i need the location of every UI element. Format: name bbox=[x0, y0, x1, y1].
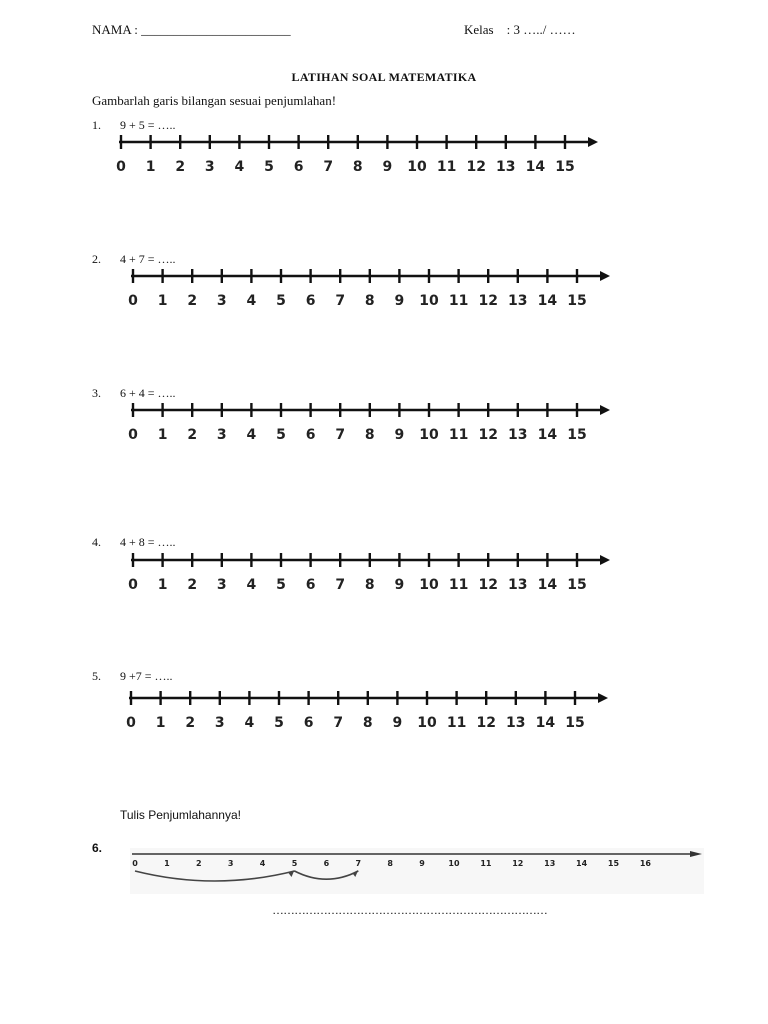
question-expression: 9 +7 = ….. bbox=[120, 669, 173, 683]
arrow-head-icon bbox=[690, 851, 702, 857]
tick-label: 10 bbox=[407, 159, 427, 175]
tick-label: 9 bbox=[382, 159, 393, 175]
tick-label: 2 bbox=[187, 293, 198, 309]
tick-label: 14 bbox=[535, 715, 556, 731]
tick-label: 0 bbox=[116, 159, 126, 175]
tick-label: 4 bbox=[259, 859, 266, 868]
tick-label: 7 bbox=[335, 293, 346, 309]
tick-label: 11 bbox=[436, 159, 457, 175]
tick-label: 13 bbox=[496, 159, 516, 175]
name-field-label: NAMA : _______________________ bbox=[92, 22, 291, 37]
tick-label: 7 bbox=[323, 159, 334, 175]
tick-label: 11 bbox=[480, 859, 492, 868]
tick-label: 12 bbox=[512, 859, 524, 868]
tick-label: 14 bbox=[537, 427, 558, 443]
tick-label: 8 bbox=[364, 427, 375, 443]
class-field-label: Kelas : 3 …../ …… bbox=[464, 22, 576, 37]
tick-label: 4 bbox=[246, 427, 257, 443]
tick-label: 6 bbox=[305, 293, 316, 309]
question-number: 5. bbox=[92, 669, 101, 683]
section-instruction: Tulis Penjumlahannya! bbox=[120, 808, 241, 822]
question-expression: 6 + 4 = ….. bbox=[120, 386, 176, 400]
tick-label: 1 bbox=[164, 859, 170, 868]
tick-label: 1 bbox=[157, 427, 168, 443]
tick-label: 0 bbox=[132, 859, 138, 868]
tick-label: 14 bbox=[525, 159, 546, 175]
tick-label: 8 bbox=[362, 715, 373, 731]
tick-label: 3 bbox=[227, 859, 234, 868]
tick-label: 0 bbox=[128, 427, 138, 443]
tick-label: 9 bbox=[419, 859, 425, 868]
tick-label: 8 bbox=[387, 859, 393, 868]
tick-label: 12 bbox=[478, 427, 498, 443]
number-line bbox=[116, 130, 606, 180]
tick-label: 7 bbox=[335, 427, 346, 443]
tick-label: 10 bbox=[419, 577, 439, 593]
tick-label: 2 bbox=[187, 427, 198, 443]
tick-label: 14 bbox=[537, 293, 558, 309]
number-line bbox=[126, 686, 616, 736]
tick-label: 2 bbox=[187, 577, 198, 593]
tick-label: 11 bbox=[448, 577, 469, 593]
tick-label: 11 bbox=[448, 293, 469, 309]
tick-label: 15 bbox=[567, 427, 587, 443]
tick-label: 6 bbox=[323, 859, 330, 868]
question-number: 3. bbox=[92, 386, 101, 400]
tick-label: 6 bbox=[305, 577, 316, 593]
number-line bbox=[128, 548, 618, 598]
tick-label: 5 bbox=[276, 427, 286, 443]
tick-label: 3 bbox=[204, 159, 215, 175]
tick-label: 11 bbox=[448, 427, 469, 443]
hop-arrow-icon bbox=[352, 870, 358, 877]
tick-label: 7 bbox=[355, 859, 362, 868]
tick-label: 1 bbox=[145, 159, 156, 175]
tick-label: 6 bbox=[305, 427, 316, 443]
tick-label: 3 bbox=[216, 293, 227, 309]
instruction-text: Gambarlah garis bilangan sesuai penjumlahan! bbox=[92, 93, 337, 108]
arrow-head-icon bbox=[600, 405, 610, 415]
tick-label: 2 bbox=[196, 859, 202, 868]
tick-label: 12 bbox=[476, 715, 496, 731]
tick-label: 1 bbox=[157, 293, 168, 309]
question-number: 1. bbox=[92, 118, 101, 132]
question-expression: 9 + 5 = ….. bbox=[120, 118, 176, 132]
tick-label: 0 bbox=[126, 715, 136, 731]
tick-label: 4 bbox=[246, 293, 257, 309]
tick-label: 15 bbox=[565, 715, 585, 731]
tick-label: 8 bbox=[352, 159, 363, 175]
tick-label: 5 bbox=[276, 293, 286, 309]
tick-label: 7 bbox=[333, 715, 344, 731]
tick-label: 9 bbox=[392, 715, 403, 731]
tick-label: 16 bbox=[639, 859, 651, 868]
tick-label: 13 bbox=[508, 293, 528, 309]
tick-label: 6 bbox=[303, 715, 314, 731]
tick-label: 3 bbox=[216, 427, 227, 443]
tick-label: 2 bbox=[175, 159, 186, 175]
tick-label: 6 bbox=[293, 159, 304, 175]
tick-label: 13 bbox=[508, 577, 528, 593]
question-number: 4. bbox=[92, 535, 101, 549]
arrow-head-icon bbox=[600, 555, 610, 565]
tick-label: 15 bbox=[567, 577, 587, 593]
tick-label: 7 bbox=[335, 577, 346, 593]
arrow-head-icon bbox=[588, 137, 598, 147]
tick-label: 1 bbox=[157, 577, 168, 593]
tick-label: 4 bbox=[246, 577, 257, 593]
tick-label: 8 bbox=[364, 293, 375, 309]
tick-label: 9 bbox=[394, 577, 405, 593]
answer-line: ………………………………………………………………… bbox=[272, 903, 547, 917]
tick-label: 2 bbox=[185, 715, 196, 731]
arrow-head-icon bbox=[598, 693, 608, 703]
tick-label: 5 bbox=[276, 577, 286, 593]
tick-label: 15 bbox=[607, 859, 620, 868]
tick-label: 0 bbox=[128, 293, 138, 309]
tick-label: 5 bbox=[274, 715, 284, 731]
number-line bbox=[128, 398, 618, 448]
tick-label: 12 bbox=[466, 159, 486, 175]
tick-label: 13 bbox=[544, 859, 556, 868]
tick-label: 4 bbox=[234, 159, 245, 175]
number-line-with-hops bbox=[130, 846, 706, 894]
tick-label: 15 bbox=[555, 159, 575, 175]
worksheet-title: LATIHAN SOAL MATEMATIKA bbox=[291, 70, 477, 84]
tick-label: 0 bbox=[128, 577, 138, 593]
tick-label: 10 bbox=[417, 715, 437, 731]
tick-label: 15 bbox=[567, 293, 587, 309]
tick-label: 13 bbox=[506, 715, 526, 731]
tick-label: 9 bbox=[394, 293, 405, 309]
arrow-head-icon bbox=[600, 271, 610, 281]
tick-label: 1 bbox=[155, 715, 166, 731]
tick-label: 11 bbox=[446, 715, 467, 731]
question-number: 6. bbox=[92, 841, 103, 855]
tick-label: 12 bbox=[478, 293, 498, 309]
tick-label: 4 bbox=[244, 715, 255, 731]
tick-label: 5 bbox=[264, 159, 274, 175]
question-expression: 4 + 7 = ….. bbox=[120, 252, 176, 266]
tick-label: 3 bbox=[214, 715, 225, 731]
tick-label: 12 bbox=[478, 577, 498, 593]
tick-label: 10 bbox=[419, 427, 439, 443]
tick-label: 10 bbox=[448, 859, 460, 868]
tick-label: 3 bbox=[216, 577, 227, 593]
tick-label: 10 bbox=[419, 293, 439, 309]
question-number: 2. bbox=[92, 252, 101, 266]
tick-label: 13 bbox=[508, 427, 528, 443]
hop-arc bbox=[135, 871, 295, 881]
tick-label: 9 bbox=[394, 427, 405, 443]
tick-label: 14 bbox=[537, 577, 558, 593]
tick-label: 5 bbox=[291, 859, 298, 868]
tick-label: 8 bbox=[364, 577, 375, 593]
number-line bbox=[128, 264, 618, 314]
question-expression: 4 + 8 = ….. bbox=[120, 535, 176, 549]
hop-arc bbox=[295, 871, 359, 879]
tick-label: 14 bbox=[576, 859, 588, 868]
